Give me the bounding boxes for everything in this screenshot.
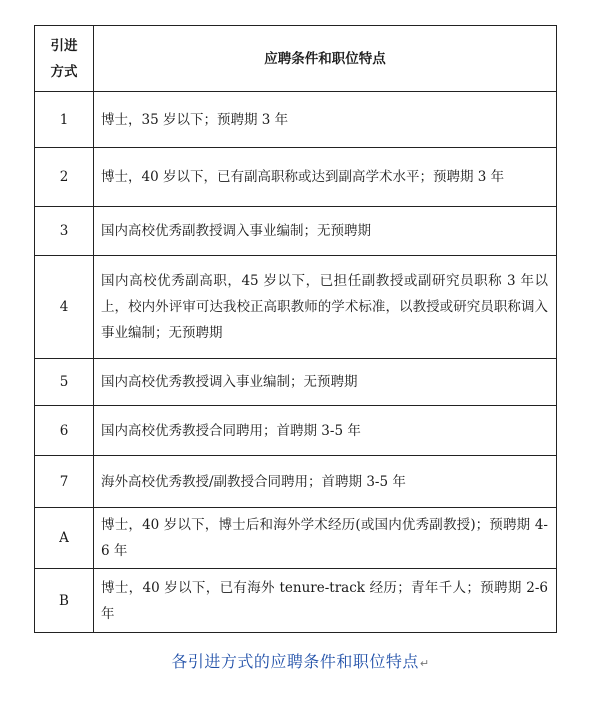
table-row [35,406,557,456]
row-text: 国内高校优秀副高职，45 岁以下，已担任副教授或副研究员职称 3 年以上，校内外评审可达我校正高职教师的学术标准，以教授或研究员职称调入事业编制；无预聘期 [94,256,557,359]
header-conditions: 应聘条件和职位特点 [94,26,557,92]
paragraph-mark-icon: ↵ [419,657,430,670]
table-header-row [35,26,557,92]
row-id: A [35,508,94,569]
table-row [35,92,557,148]
table-caption [0,649,601,672]
recruitment-table [34,25,557,633]
row-text: 博士，40 岁以下，已有副高职称或达到副高学术水平；预聘期 3 年 [94,148,557,207]
table-row [35,256,557,359]
table-row [35,359,557,406]
table-row [35,456,557,508]
row-text: 国内高校优秀副教授调入事业编制；无预聘期 [94,207,557,256]
table-row [35,207,557,256]
header-method [35,26,94,92]
row-text: 博士，40 岁以下，博士后和海外学术经历(或国内优秀副教授)；预聘期 4-6 年 [94,508,557,569]
header-method-line1: 引进 [50,37,78,54]
row-id: 5 [35,359,94,406]
table-row [35,148,557,207]
row-id: 1 [35,92,94,148]
row-id: 4 [35,256,94,359]
row-text: 博士，40 岁以下，已有海外 tenure-track 经历；青年千人；预聘期 2-6 年 [94,569,557,633]
header-method-line2: 方式 [50,63,78,80]
row-id: 7 [35,456,94,508]
table-row [35,508,557,569]
table-row [35,569,557,633]
row-id: B [35,569,94,633]
row-id: 3 [35,207,94,256]
row-id: 2 [35,148,94,207]
row-text: 国内高校优秀教授合同聘用；首聘期 3-5 年 [94,406,557,456]
row-text: 国内高校优秀教授调入事业编制；无预聘期 [94,359,557,406]
row-text: 海外高校优秀教授/副教授合同聘用；首聘期 3-5 年 [94,456,557,508]
row-text: 博士，35 岁以下；预聘期 3 年 [94,92,557,148]
caption-text: 各引进方式的应聘条件和职位特点 [171,652,419,671]
row-id: 6 [35,406,94,456]
